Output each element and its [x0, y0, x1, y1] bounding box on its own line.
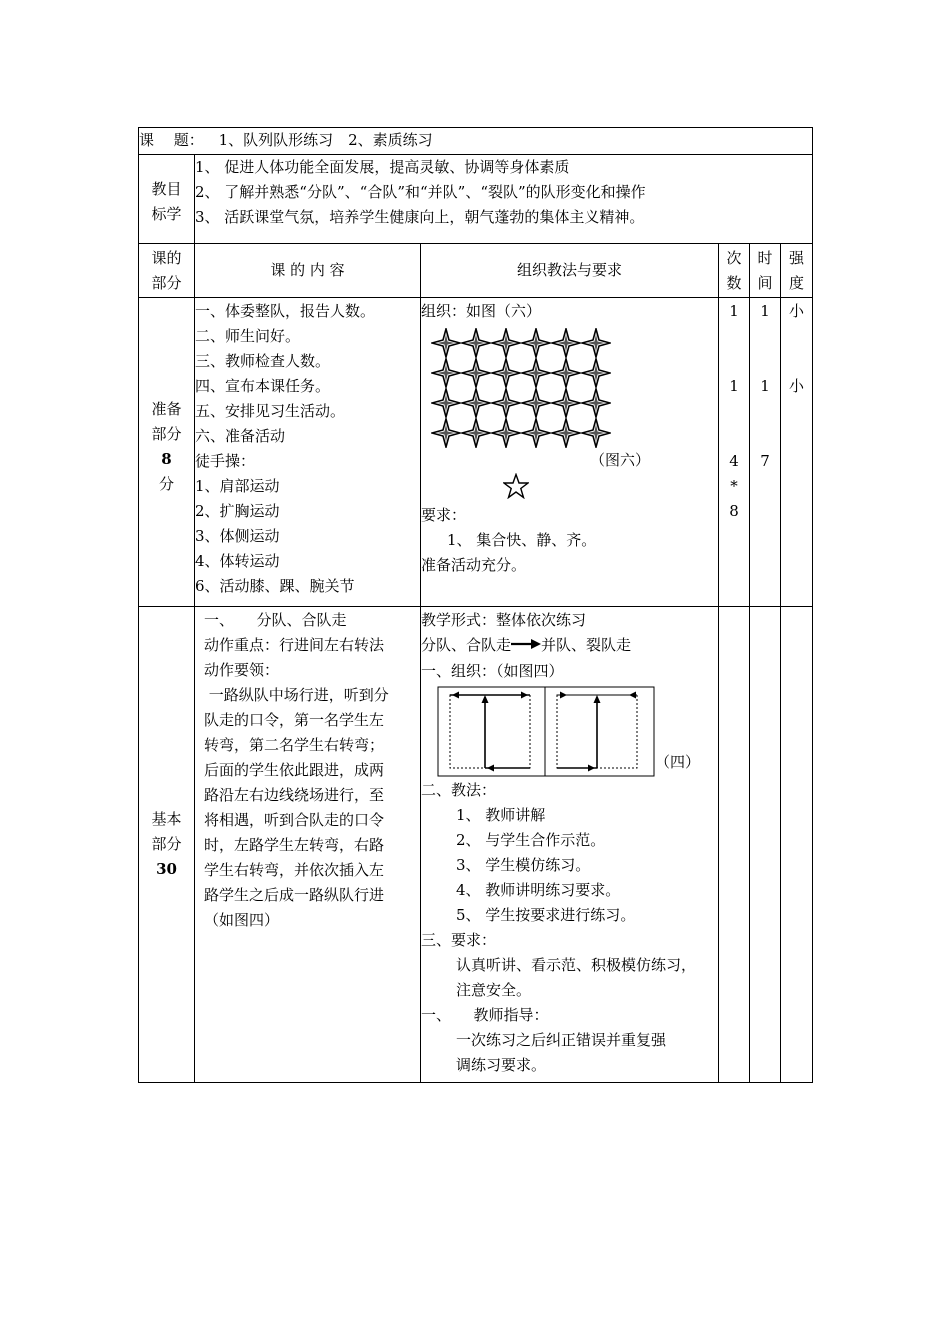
prep-count-value: 4: [729, 452, 739, 470]
goal-item: 1、 促进人体功能全面发展，提高灵敏、协调等身体素质: [195, 158, 570, 176]
basic-content-line: 将相遇，听到合队走的口令: [204, 811, 385, 829]
student-star-icon: [461, 328, 491, 358]
prep-part-minutes: 8: [161, 450, 172, 468]
goals-row: [139, 155, 813, 244]
student-star-icon: [551, 418, 581, 448]
goal-item: 3、 活跃课堂气氛，培养学生健康向上，朝气蓬勃的集体主义精神。: [195, 208, 645, 226]
prep-count-value: 8: [729, 502, 739, 520]
teach-item: 1、 教师讲解: [456, 805, 546, 824]
goals-list: [195, 155, 813, 244]
basic-content-line: 动作要领：: [204, 661, 280, 679]
basic-content-line: 学生右转弯，并依次插入左: [204, 861, 385, 879]
star-row: [431, 418, 718, 448]
topic-label: 课 题：: [139, 131, 204, 149]
basic-method-cell: [421, 607, 719, 1083]
student-star-icon: [521, 358, 551, 388]
prep-content-item: 2、扩胸运动: [195, 502, 280, 520]
topic-row: [139, 128, 813, 155]
basic-content-line: 后面的学生依此跟进，成两: [204, 761, 385, 779]
basic-content-line: 动作重点：行进间左右转法: [204, 636, 385, 654]
student-star-icon: [461, 358, 491, 388]
prep-content-item: 二、师生问好。: [195, 327, 301, 345]
prep-time-value: 7: [760, 452, 770, 470]
basic-intensity-cell: [781, 607, 813, 1083]
prep-intensity-value: 小: [788, 377, 804, 395]
guide-line: 调练习要求。: [456, 1055, 547, 1074]
goal-item: 2、 了解并熟悉“分队”、“合队”和“并队”、“裂队”的队形变化和操作: [195, 183, 646, 201]
student-star-icon: [581, 388, 611, 418]
flow-left-text: 分队、合队走: [421, 636, 512, 654]
guide-title: 一、 教师指导：: [421, 1005, 549, 1024]
prep-content-item: 四、宣布本课任务。: [195, 377, 331, 395]
student-star-icon: [581, 358, 611, 388]
col-count-l2: 数: [726, 274, 742, 292]
column-header-row: [139, 244, 813, 298]
prep-content-item: 3、体侧运动: [195, 527, 280, 545]
student-star-icon: [431, 388, 461, 418]
col-content-header: [195, 244, 421, 298]
guide-line: 一次练习之后纠正错误并重复强: [456, 1030, 667, 1049]
goals-label-l2: 标学: [151, 205, 182, 223]
prep-row: [139, 298, 813, 607]
req-title: 三、要求：: [421, 930, 497, 949]
col-time-l1: 时: [757, 249, 773, 267]
student-star-icon: [491, 328, 521, 358]
prep-time-value: 1: [760, 302, 770, 320]
col-count-l1: 次: [726, 249, 742, 267]
star-row: [431, 328, 718, 358]
star-row: [431, 358, 718, 388]
prep-req-1: 1、 集合快、静、齐。: [447, 531, 597, 549]
basic-content-cell: [195, 607, 421, 1083]
prep-count-value: 1: [729, 377, 739, 395]
teach-title: 二、教法：: [421, 780, 497, 799]
col-method-label: 组织教法与要求: [516, 261, 622, 279]
req-line: 认真听讲、看示范、积极模仿练习，: [456, 955, 697, 974]
basic-part-l1: 基本: [151, 810, 182, 828]
basic-part-cell: [139, 607, 195, 1083]
basic-content-line: 路学生之后成一路纵队行进: [204, 886, 385, 904]
prep-part-cell: [139, 298, 195, 607]
prep-part-unit: 分: [158, 475, 174, 493]
col-intensity-l2: 度: [788, 274, 804, 292]
basic-content-line: 一路纵队中场行进，听到分: [204, 686, 389, 704]
basic-flow-line: [421, 633, 718, 659]
prep-content-item: 1、肩部运动: [195, 477, 280, 495]
basic-content-line: 队走的口令，第一名学生左: [204, 711, 385, 729]
basic-content-line: 一、 分队、合队走: [204, 611, 347, 629]
student-star-icon: [431, 418, 461, 448]
prep-content-item: 4、体转运动: [195, 552, 280, 570]
prep-content-item: 五、安排见习生活动。: [195, 402, 346, 420]
basic-org-text: 一、组织：（如图四）: [421, 661, 564, 680]
basic-content-line: 时，左路学生左转弯，右路: [204, 836, 385, 854]
student-star-icon: [491, 358, 521, 388]
prep-intensity-value: 小: [788, 302, 804, 320]
student-star-icon: [431, 358, 461, 388]
basic-content-line: 路沿左右边线绕场进行，至: [204, 786, 385, 804]
student-star-icon: [491, 388, 521, 418]
basic-row: [139, 607, 813, 1083]
prep-content-item: 一、体委整队，报告人数。: [195, 302, 376, 320]
student-star-icon: [491, 418, 521, 448]
prep-content-item: 徒手操：: [195, 452, 256, 470]
student-star-icon: [551, 358, 581, 388]
student-star-icon: [551, 388, 581, 418]
col-part-header: [139, 244, 195, 298]
basic-count-cell: [719, 607, 750, 1083]
prep-req-label: 要求：: [421, 506, 467, 524]
col-intensity-l1: 强: [788, 249, 804, 267]
student-star-icon: [461, 388, 491, 418]
student-star-icon: [581, 418, 611, 448]
col-time-header: [750, 244, 781, 298]
basic-content-line: 转弯，第二名学生右转弯；: [204, 736, 385, 754]
goals-label-l1: 教目: [151, 180, 182, 198]
col-part-l2: 部分: [151, 274, 182, 292]
teach-item: 4、 教师讲明练习要求。: [456, 880, 621, 899]
marching-diagram-figure: [437, 686, 718, 778]
prep-part-l1: 准备: [151, 400, 182, 418]
prep-part-l2: 部分: [151, 425, 182, 443]
student-star-icon: [431, 328, 461, 358]
student-star-icon: [581, 328, 611, 358]
col-count-header: [719, 244, 750, 298]
teacher-star-icon: [503, 473, 718, 503]
col-method-header: [421, 244, 719, 298]
figure-six-label: （图六）: [589, 451, 650, 469]
prep-time-value: 1: [760, 377, 770, 395]
prep-time-cell: [750, 298, 781, 607]
prep-req-2: 准备活动充分。: [421, 556, 527, 574]
star-row: [431, 388, 718, 418]
prep-count-value: 1: [729, 302, 739, 320]
student-formation-figure: [431, 328, 718, 448]
prep-count-cell: [719, 298, 750, 607]
req-line: 注意安全。: [456, 980, 532, 999]
basic-part-l2: 部分: [151, 835, 182, 853]
flow-right-text: 并队、裂队走: [541, 636, 632, 654]
teach-item: 2、 与学生合作示范。: [456, 830, 606, 849]
topic-cell: [139, 128, 813, 155]
prep-count-value: *: [730, 477, 738, 495]
prep-method-cell: [421, 298, 719, 607]
col-part-l1: 课的: [151, 249, 182, 267]
col-content-label: 课 的 内 容: [270, 261, 345, 279]
prep-org-text: 组织：如图（六）: [421, 302, 542, 320]
goals-label-cell: [139, 155, 195, 244]
prep-content-item: 六、准备活动: [195, 427, 286, 445]
prep-intensity-cell: [781, 298, 813, 607]
col-intensity-header: [781, 244, 813, 298]
topic-value: 1、队列队形练习 2、素质练习: [218, 131, 433, 149]
prep-content-item: 三、教师检查人数。: [195, 352, 331, 370]
lesson-plan-table: [138, 127, 813, 1083]
basic-form-text: 教学形式：整体依次练习: [421, 611, 587, 629]
prep-content-item: 6、活动膝、踝、腕关节: [195, 577, 355, 595]
student-star-icon: [521, 418, 551, 448]
col-time-l2: 间: [757, 274, 773, 292]
right-arrow-icon: [511, 634, 541, 659]
basic-time-cell: [750, 607, 781, 1083]
teach-item: 3、 学生模仿练习。: [456, 855, 591, 874]
student-star-icon: [551, 328, 581, 358]
teach-item: 5、 学生按要求进行练习。: [456, 905, 636, 924]
prep-content-cell: [195, 298, 421, 607]
figure-four-label: （四）: [655, 752, 701, 771]
student-star-icon: [521, 328, 551, 358]
student-star-icon: [521, 388, 551, 418]
basic-part-minutes: 30: [156, 860, 177, 878]
lesson-plan-page: [138, 127, 812, 1083]
student-star-icon: [461, 418, 491, 448]
basic-content-line: （如图四）: [204, 911, 280, 929]
